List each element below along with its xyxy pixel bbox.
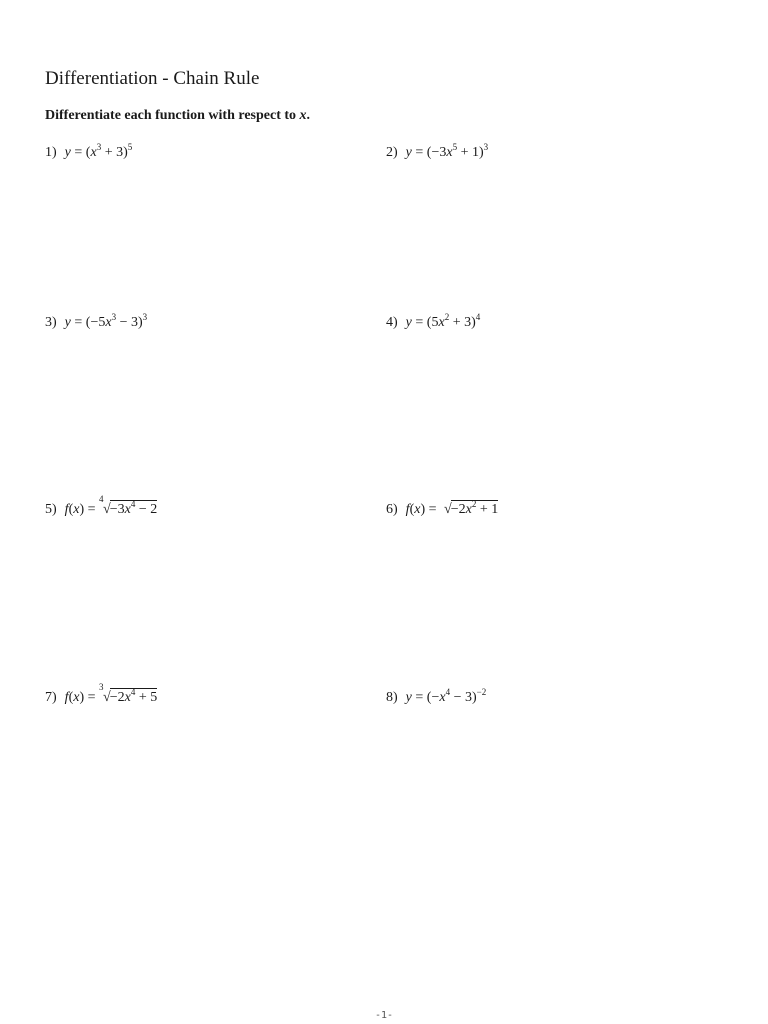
equals: = xyxy=(70,145,86,160)
outer-exponent: 4 xyxy=(475,312,481,322)
constant-term: + 3 xyxy=(449,315,472,330)
page-title: Differentiation - Chain Rule xyxy=(45,68,260,89)
problem-number: 1) xyxy=(45,145,57,160)
close-paren: ) xyxy=(138,315,143,330)
root-index: 4 xyxy=(99,494,104,504)
equals: = xyxy=(411,145,427,160)
coefficient: −3 xyxy=(431,145,447,160)
variable: x xyxy=(439,690,446,705)
variable: x xyxy=(90,145,97,160)
function-name: f xyxy=(64,690,69,705)
problem-number: 8) xyxy=(386,690,398,705)
equals: = xyxy=(411,315,427,330)
exponent: 2 xyxy=(444,312,450,322)
lhs: y xyxy=(64,145,71,160)
radicand xyxy=(110,500,158,518)
radical xyxy=(99,682,158,708)
arg-close-paren: ) xyxy=(79,690,85,705)
problem-6 xyxy=(386,500,498,520)
constant-term: − 2 xyxy=(135,502,158,517)
problem-4 xyxy=(386,313,480,333)
constant-term: − 3 xyxy=(450,690,472,705)
equals: = xyxy=(70,315,86,330)
outer-exponent: 3 xyxy=(142,312,148,322)
function-name: f xyxy=(405,502,410,517)
close-paren: ) xyxy=(123,145,128,160)
problem-2 xyxy=(386,143,488,163)
coefficient: −2 xyxy=(109,690,125,705)
lhs: y xyxy=(64,315,71,330)
radical-sign: √ xyxy=(444,502,452,517)
variable: x xyxy=(446,145,453,160)
instructions-end: . xyxy=(306,108,311,123)
open-paren: ( xyxy=(85,145,91,160)
exponent: 2 xyxy=(471,499,477,509)
problem-number: 4) xyxy=(386,315,398,330)
arg-open-paren: ( xyxy=(68,690,74,705)
radical-sign: √ xyxy=(103,690,111,705)
exponent: 5 xyxy=(452,142,458,152)
variable: x xyxy=(124,502,131,517)
variable: x xyxy=(105,315,112,330)
radical-sign: √ xyxy=(103,502,111,517)
open-paren: ( xyxy=(85,315,91,330)
page-number: -1- xyxy=(374,1010,394,1021)
radicand xyxy=(110,688,158,706)
outer-exponent: −2 xyxy=(476,687,487,697)
coefficient: 5 xyxy=(431,315,439,330)
exponent: 4 xyxy=(445,687,451,697)
problem-8 xyxy=(386,688,486,708)
constant-term: + 1 xyxy=(476,502,499,517)
constant-term: + 5 xyxy=(135,690,158,705)
open-paren: ( xyxy=(426,315,432,330)
arg-close-paren: ) xyxy=(420,502,426,517)
problem-number: 6) xyxy=(386,502,398,517)
variable: x xyxy=(465,502,472,517)
radical xyxy=(99,494,158,520)
problem-3 xyxy=(45,313,147,333)
equals: = xyxy=(411,690,427,705)
instructions xyxy=(45,108,310,124)
outer-exponent: 3 xyxy=(483,142,489,152)
problem-7 xyxy=(45,682,158,708)
argument: x xyxy=(73,690,80,705)
exponent: 4 xyxy=(130,499,136,509)
problem-number: 5) xyxy=(45,502,57,517)
constant-term: + 1 xyxy=(457,145,479,160)
exponent: 4 xyxy=(130,687,136,697)
open-paren: ( xyxy=(426,690,432,705)
close-paren: ) xyxy=(479,145,484,160)
radicand xyxy=(451,500,499,518)
arg-close-paren: ) xyxy=(79,502,85,517)
argument: x xyxy=(73,502,80,517)
instructions-variable: x xyxy=(299,108,307,123)
root-index: 3 xyxy=(99,682,104,692)
constant-term: − 3 xyxy=(116,315,138,330)
close-paren: ) xyxy=(472,690,477,705)
instructions-text: Differentiate each function with respect to xyxy=(45,108,300,123)
exponent: 3 xyxy=(96,142,102,152)
problem-number: 3) xyxy=(45,315,57,330)
coefficient: −3 xyxy=(109,502,125,517)
variable: x xyxy=(124,690,131,705)
lhs: y xyxy=(405,690,412,705)
problem-number: 2) xyxy=(386,145,398,160)
lhs: y xyxy=(405,145,412,160)
coefficient: − xyxy=(431,690,440,705)
coefficient: −2 xyxy=(450,502,466,517)
problem-5 xyxy=(45,494,158,520)
coefficient: −5 xyxy=(90,315,106,330)
constant-term: + 3 xyxy=(101,145,124,160)
equals: = xyxy=(425,502,441,517)
function-name: f xyxy=(64,502,69,517)
lhs: y xyxy=(405,315,412,330)
variable: x xyxy=(438,315,445,330)
arg-open-paren: ( xyxy=(409,502,415,517)
radical xyxy=(440,500,498,520)
argument: x xyxy=(414,502,421,517)
equals: = xyxy=(84,502,100,517)
equals: = xyxy=(84,690,100,705)
close-paren: ) xyxy=(471,315,476,330)
exponent: 3 xyxy=(111,312,117,322)
arg-open-paren: ( xyxy=(68,502,74,517)
outer-exponent: 5 xyxy=(127,142,133,152)
problem-1 xyxy=(45,143,132,163)
open-paren: ( xyxy=(426,145,432,160)
problem-number: 7) xyxy=(45,690,57,705)
